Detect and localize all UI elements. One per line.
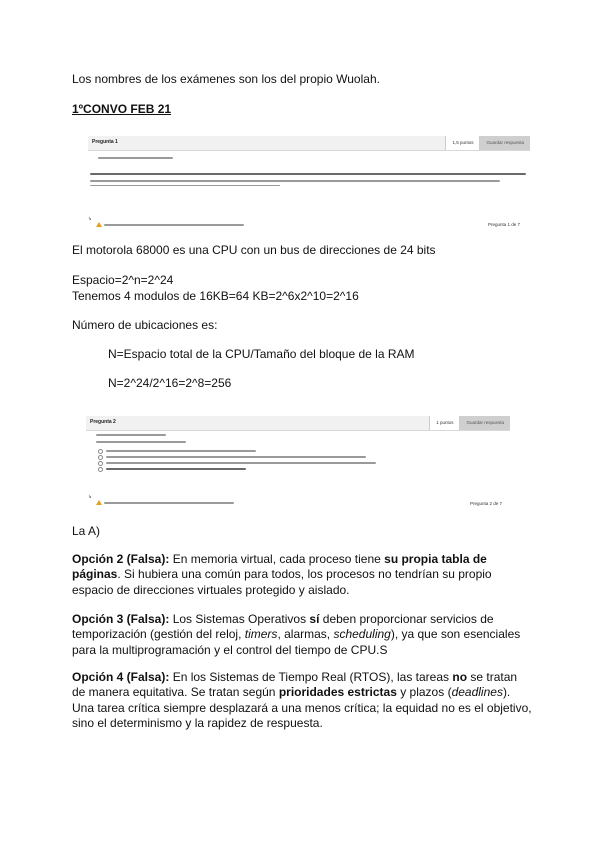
section-title: 1ºCONVO FEB 21 xyxy=(72,102,172,116)
hint-marker: ↳ xyxy=(88,494,92,499)
option-1-radio[interactable] xyxy=(98,449,103,454)
result-text: N=2^24/2^16=2^8=256 xyxy=(108,376,232,390)
question-text-line xyxy=(90,185,280,186)
question-text-line xyxy=(90,180,500,182)
question-1-screenshot xyxy=(88,136,530,231)
warning-icon xyxy=(96,500,102,505)
option-4-text-mid2: y plazos ( xyxy=(396,685,452,700)
option-3-label: Opción 3 (Falsa): xyxy=(72,612,170,626)
option-3-text xyxy=(106,462,376,464)
option-4-emphasis: prioridades estrictas xyxy=(278,685,397,700)
option-2-radio[interactable] xyxy=(98,455,103,460)
option-4-no: no xyxy=(452,670,468,684)
option-3-timers: timers xyxy=(244,627,278,642)
warning-text-line xyxy=(104,502,234,504)
option-2-text xyxy=(106,456,366,458)
option-4-deadlines: deadlines xyxy=(451,685,503,700)
option-3-emphasis: sí xyxy=(309,612,320,626)
question-header xyxy=(88,136,530,151)
espacio-text: Espacio=2^n=2^24 xyxy=(72,273,174,287)
option-2-text-end: . Si hubiera una común para todos, los procesos no tendrían su propio espacio de direcciones virtuales protegido y aislado. xyxy=(72,567,492,597)
option-3-scheduling: scheduling xyxy=(333,627,391,642)
option-2-label: Opción 2 (Falsa): xyxy=(72,552,170,566)
ubicaciones-text: Número de ubicaciones es: xyxy=(72,318,218,332)
save-answer-tab[interactable]: Guardar respuesta xyxy=(459,416,510,430)
intro-text: Los nombres de los exámenes son los del propio Wuolah. xyxy=(72,72,380,86)
question-text-line xyxy=(90,173,526,175)
hint-marker: ↳ xyxy=(88,216,92,221)
option-3-text: Los Sistemas Operativos xyxy=(169,612,310,626)
option-4-label: Opción 4 (Falsa): xyxy=(72,670,170,684)
question-status-line xyxy=(96,434,166,436)
answer-label: La A) xyxy=(72,524,101,538)
option-4-text: En los Sistemas de Tiempo Real (RTOS), las tareas xyxy=(169,670,453,684)
question-prompt-line xyxy=(96,441,186,443)
option-4-radio[interactable] xyxy=(98,467,103,472)
modulos-text: Tenemos 4 modulos de 16KB=64 KB=2^6x2^10=2^16 xyxy=(72,289,359,303)
motorola-text: El motorola 68000 es una CPU con un bus de direcciones de 24 bits xyxy=(72,243,436,257)
question-counter: Pregunta 1 de 7 xyxy=(487,222,520,227)
option-3-explanation xyxy=(72,612,532,658)
option-2-text: En memoria virtual, cada proceso tiene xyxy=(169,552,385,566)
option-3-text-end: ), ya que son esenciales para la multiprogramación y el control del tiempo de CPU.S xyxy=(72,627,521,657)
question-status-line xyxy=(98,157,173,159)
option-2-explanation xyxy=(72,552,532,598)
option-4-text xyxy=(106,468,246,470)
warning-icon xyxy=(96,222,102,227)
option-4-text-end: ). Una tarea crítica siempre desplazará a una menos crítica; la equidad no es el objetivo, sino el determinismo y la rapidez de respuesta. xyxy=(72,685,532,731)
question-title: Pregunta 1 xyxy=(92,139,118,145)
points-tab[interactable]: 1 puntos xyxy=(429,416,459,430)
question-header xyxy=(86,416,510,431)
option-2-emphasis: su propia tabla de páginas xyxy=(72,552,487,582)
option-1-text xyxy=(106,450,256,452)
question-2-screenshot xyxy=(86,416,510,512)
option-3-text-mid: deben proporcionar servicios de temporización (gestión del reloj, xyxy=(72,612,494,642)
warning-text-line xyxy=(104,224,244,226)
option-3-text-mid2: , alarmas, xyxy=(277,627,334,642)
points-tab[interactable]: 1,5 puntos xyxy=(445,136,479,150)
question-title: Pregunta 2 xyxy=(90,419,116,425)
option-4-text-mid: se tratan de manera equitativa. Se tratan según xyxy=(72,670,518,700)
save-answer-tab[interactable]: Guardar respuesta xyxy=(479,136,530,150)
option-4-explanation xyxy=(72,670,532,732)
formula-text: N=Espacio total de la CPU/Tamaño del bloque de la RAM xyxy=(108,347,415,361)
option-3-radio[interactable] xyxy=(98,461,103,466)
question-counter: Pregunta 2 de 7 xyxy=(469,501,502,506)
